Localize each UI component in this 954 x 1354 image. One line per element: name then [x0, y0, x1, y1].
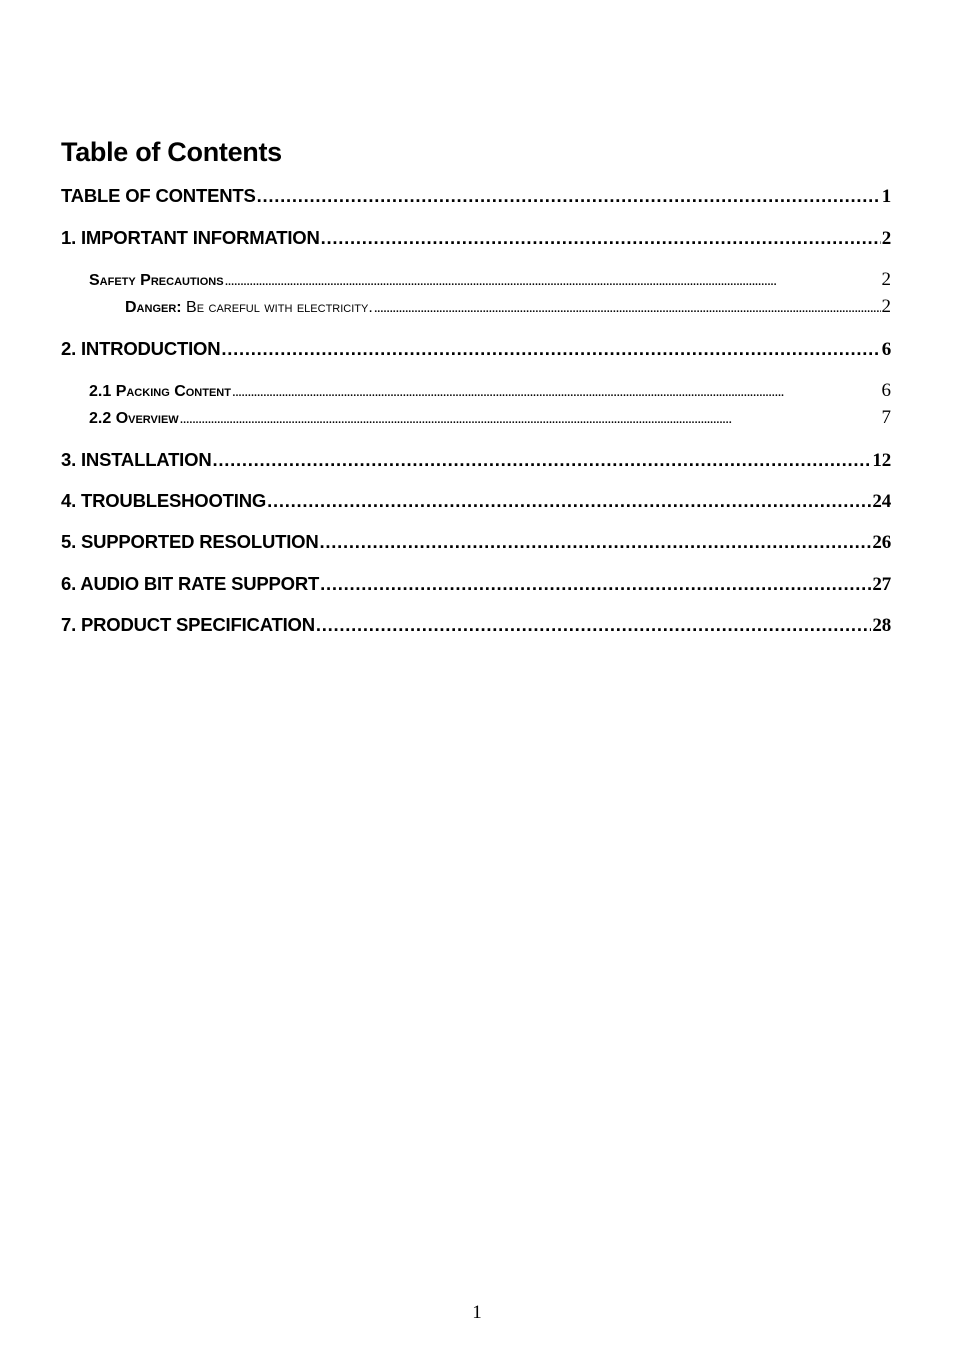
toc-entry-page: 1 — [881, 186, 891, 207]
toc-entry-label: Safety Precautions — [89, 272, 224, 289]
page-number: 1 — [472, 1302, 482, 1323]
toc-entry-packing-content[interactable] — [89, 380, 891, 402]
toc-entry-troubleshooting[interactable] — [61, 490, 891, 516]
toc-leader-dots — [221, 338, 880, 360]
toc-entry-page: 7 — [881, 407, 891, 428]
toc-entry-installation[interactable] — [61, 449, 891, 475]
toc-entry-label: 7. PRODUCT SPECIFICATION — [61, 614, 315, 635]
toc-leader-dots — [267, 490, 871, 512]
toc-entry-introduction[interactable] — [61, 338, 891, 364]
toc-entry-page: 2 — [881, 296, 891, 317]
toc-entry-label: 6. AUDIO BIT RATE SUPPORT — [61, 573, 320, 594]
toc-leader-dots — [320, 531, 872, 553]
toc-leader-dots — [316, 614, 872, 636]
toc-entry-page: 6 — [881, 380, 891, 401]
toc-entry-label: 2. INTRODUCTION — [61, 338, 221, 359]
toc-entry-page: 2 — [881, 269, 891, 290]
toc-entry-page: 28 — [872, 615, 891, 636]
toc-entry-page: 27 — [872, 574, 891, 595]
toc-entry-page: 6 — [881, 339, 891, 360]
toc-entry-label: TABLE OF CONTENTS — [61, 185, 256, 206]
toc-entry-label: 5. SUPPORTED RESOLUTION — [61, 531, 319, 552]
toc-entry-page: 26 — [872, 532, 891, 553]
toc-leader-dots — [225, 273, 881, 290]
toc-leader-dots — [374, 300, 881, 317]
toc-entry-safety-precautions[interactable] — [89, 269, 891, 291]
toc-entry-label: 2.2 Overview — [89, 410, 179, 427]
toc-entry-label-bold: Danger: — [125, 299, 182, 316]
toc-leader-dots — [257, 185, 881, 207]
toc-entry-page: 2 — [881, 228, 891, 249]
toc-leader-dots — [212, 449, 871, 471]
toc-entry-audio-bit-rate-support[interactable] — [61, 573, 891, 599]
toc-entry-label: 1. IMPORTANT INFORMATION — [61, 227, 320, 248]
toc-entry-product-specification[interactable] — [61, 614, 891, 640]
toc-entry-label: 4. TROUBLESHOOTING — [61, 490, 267, 511]
page-title: Table of Contents — [61, 137, 282, 167]
toc-entry-page: 24 — [872, 491, 891, 512]
toc-entry-important-information[interactable] — [61, 227, 891, 253]
toc-entry-overview[interactable] — [89, 407, 891, 429]
toc-entry-label — [125, 299, 373, 317]
toc-entry-label-rest: Be careful with electricity. — [181, 299, 373, 316]
toc-leader-dots — [232, 384, 881, 401]
toc-entry-label: 3. INSTALLATION — [61, 449, 212, 470]
toc-entry-label: 2.1 Packing Content — [89, 383, 231, 400]
toc-leader-dots — [321, 227, 881, 249]
toc-entry-danger-electricity[interactable] — [125, 296, 891, 318]
toc-entry-table-of-contents[interactable] — [61, 185, 891, 211]
toc-entry-page: 12 — [872, 450, 891, 471]
toc-entry-supported-resolution[interactable] — [61, 531, 891, 557]
toc-leader-dots — [180, 411, 881, 428]
toc-leader-dots — [320, 573, 871, 595]
